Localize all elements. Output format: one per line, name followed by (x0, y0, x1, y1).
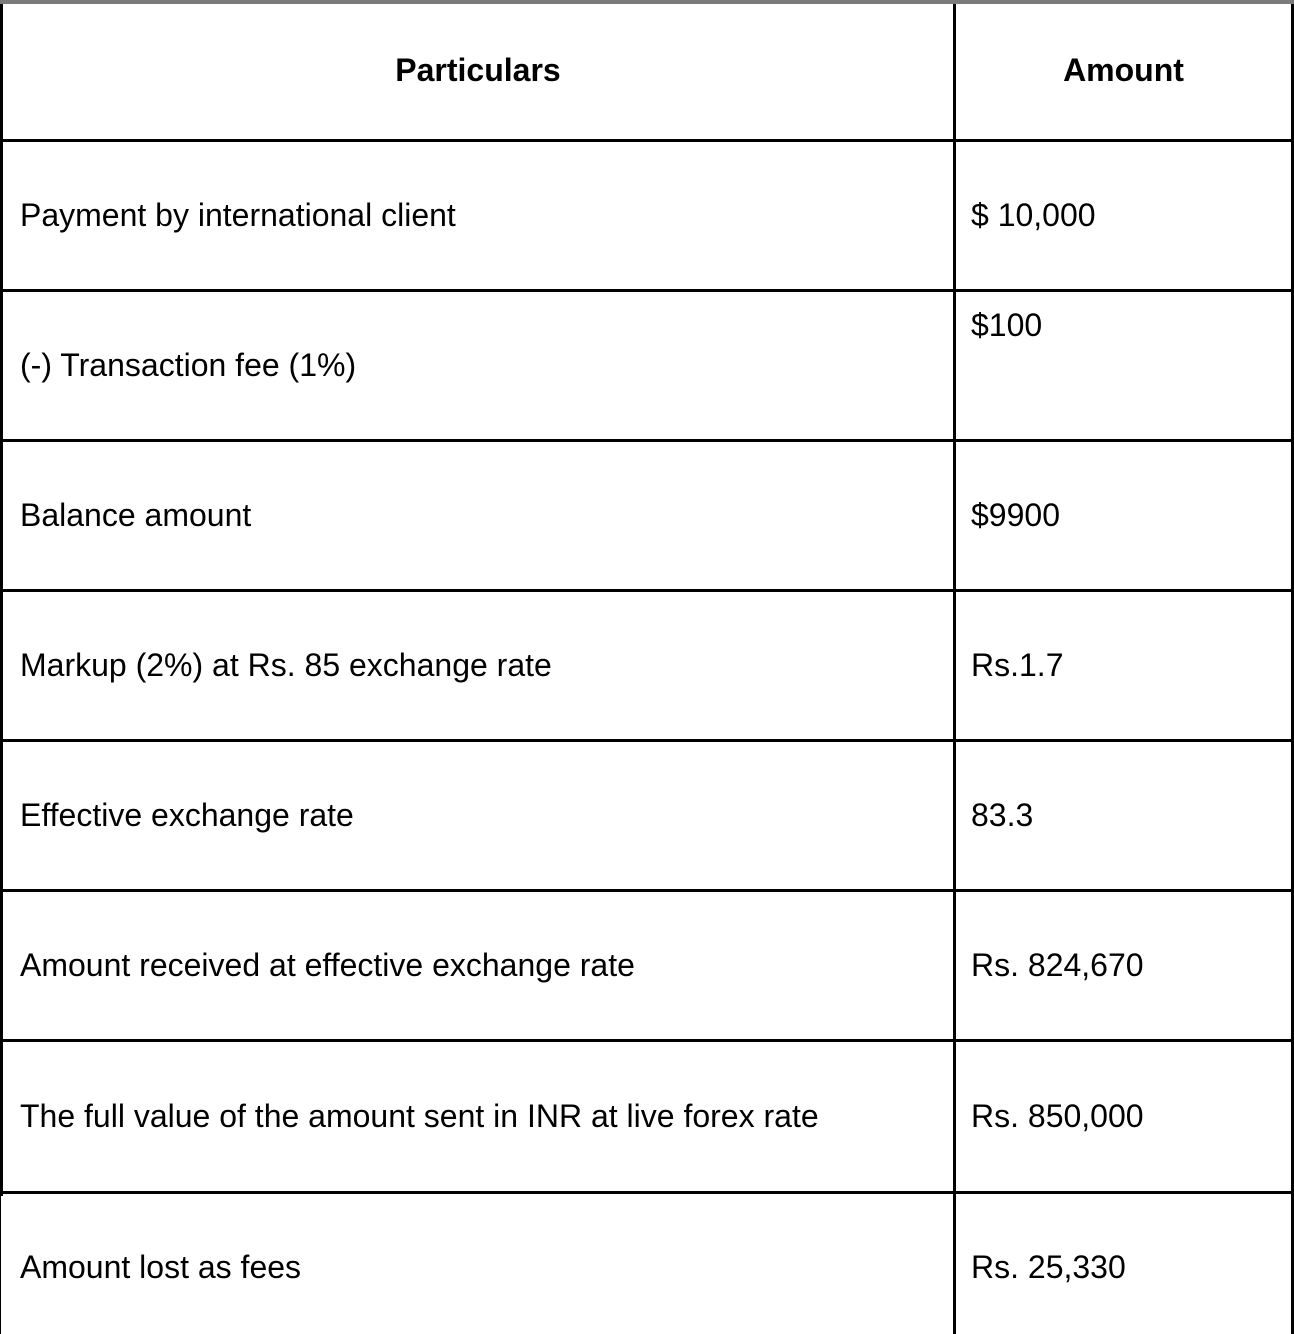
particulars-cell: Amount lost as fees (2, 1192, 955, 1334)
table-row (2, 1192, 1293, 1334)
amount-cell: Rs. 850,000 (955, 1040, 1293, 1192)
particulars-cell: Markup (2%) at Rs. 85 exchange rate (2, 590, 955, 740)
table-row (2, 740, 1293, 890)
forex-fees-table (0, 2, 1294, 1334)
amount-cell: $ 10,000 (955, 140, 1293, 290)
amount-cell: $9900 (955, 440, 1293, 590)
particulars-cell: (-) Transaction fee (1%) (2, 290, 955, 440)
amount-cell: Rs. 25,330 (955, 1192, 1293, 1334)
column-header-amount: Amount (955, 2, 1293, 140)
table-row (2, 140, 1293, 290)
table-row (2, 590, 1293, 740)
table-row (2, 890, 1293, 1040)
top-edge-strip (0, 0, 1294, 4)
table-header-row (2, 2, 1293, 140)
particulars-cell: The full value of the amount sent in INR at live forex rate (2, 1040, 955, 1192)
column-header-particulars: Particulars (2, 2, 955, 140)
table-row (2, 1040, 1293, 1192)
left-border-artifact (1, 1196, 3, 1334)
table-row (2, 440, 1293, 590)
table-row (2, 290, 1293, 440)
amount-cell: 83.3 (955, 740, 1293, 890)
amount-cell: $100 (955, 290, 1293, 440)
particulars-cell: Payment by international client (2, 140, 955, 290)
amount-cell: Rs. 824,670 (955, 890, 1293, 1040)
amount-cell: Rs.1.7 (955, 590, 1293, 740)
particulars-cell: Effective exchange rate (2, 740, 955, 890)
particulars-cell: Balance amount (2, 440, 955, 590)
particulars-cell: Amount received at effective exchange rate (2, 890, 955, 1040)
